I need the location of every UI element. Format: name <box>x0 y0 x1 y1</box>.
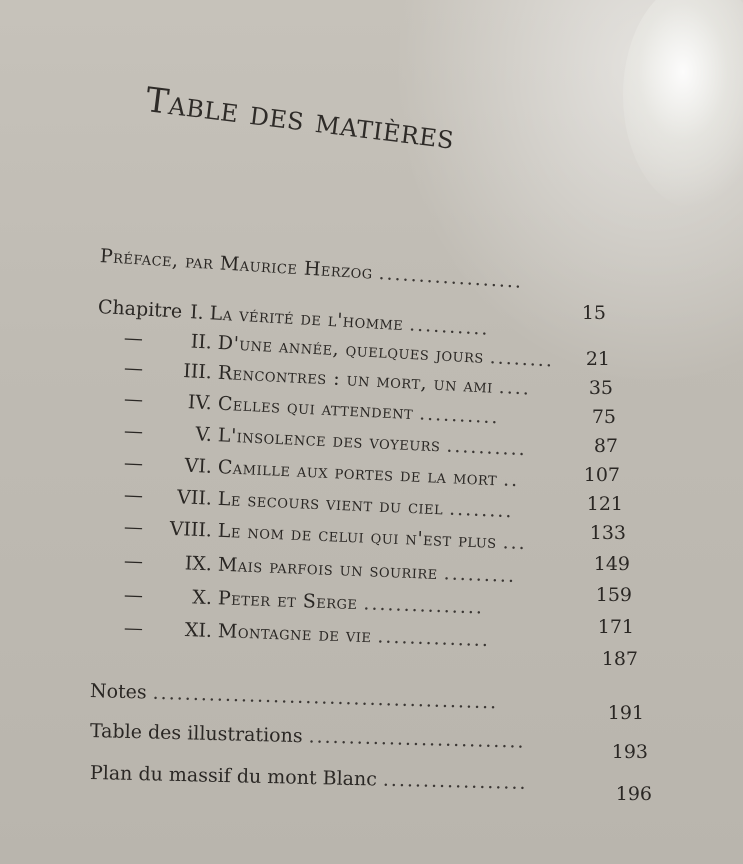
toc-prefix: — <box>123 516 144 539</box>
toc-chapter-number: VII. <box>176 486 213 510</box>
toc-chapter-number: III. <box>182 360 213 384</box>
toc-leader-dots: ... <box>502 531 528 555</box>
toc-page-number: 15 <box>581 302 606 324</box>
toc-page-number: 196 <box>615 783 652 805</box>
toc-leader-dots: ........................................... <box>152 681 499 714</box>
toc-entry-chapter-6 <box>124 452 520 491</box>
toc-label: Table des illustrations <box>89 720 303 748</box>
toc-chapter-number: XI. <box>184 619 213 642</box>
toc-leader-dots: .......... <box>418 402 501 429</box>
toc-page-number: 21 <box>585 348 610 370</box>
toc-entry-preface <box>99 245 524 293</box>
toc-label: Peter et Serge <box>217 587 358 615</box>
toc-entry-chapter-11 <box>124 617 491 651</box>
toc-chapter-number: IV. <box>187 391 213 415</box>
toc-label: Le nom de celui qui n'est plus <box>217 519 498 553</box>
toc-page-number: 75 <box>591 406 616 428</box>
toc-entry-chapter-9 <box>124 550 517 587</box>
toc-label: D'une année, quelques jours <box>217 331 485 368</box>
toc-leader-dots: ........ <box>489 346 555 372</box>
toc-chapter-number: II. <box>190 330 213 354</box>
toc-entry-chapter-7 <box>124 484 514 522</box>
toc-page-number: 159 <box>595 584 632 606</box>
toc-leader-dots: ............... <box>363 592 485 619</box>
toc-leader-dots: .......... <box>408 313 491 340</box>
toc-label: Le secours vient du ciel <box>217 487 444 520</box>
toc-page-number: 171 <box>597 616 634 638</box>
toc-page-number: 107 <box>583 464 620 486</box>
toc-prefix: — <box>123 617 144 640</box>
toc-chapter-number: VIII. <box>169 517 213 542</box>
toc-prefix: — <box>123 484 144 507</box>
toc-page-number: 187 <box>601 648 638 670</box>
toc-page-number: 149 <box>593 553 630 575</box>
toc-entry-plan <box>90 762 528 794</box>
toc-leader-dots: .................. <box>378 262 524 293</box>
toc-label: Montagne de vie <box>217 620 372 648</box>
toc-leader-dots: ........ <box>448 497 515 523</box>
toc-entry-notes <box>90 680 499 713</box>
toc-page-number: 191 <box>607 702 644 724</box>
toc-prefix: — <box>123 388 144 411</box>
toc-prefix: Chapitre <box>97 296 183 323</box>
toc-entry-chapter-8 <box>124 516 528 554</box>
toc-leader-dots: ........................... <box>308 725 526 753</box>
toc-chapter-number: V. <box>194 423 213 446</box>
toc-chapter-number: VI. <box>184 454 213 478</box>
toc-chapter-number: IX. <box>184 552 213 576</box>
toc-label: Préface, par Maurice Herzog <box>99 245 374 284</box>
toc-label: La vérité de l'homme <box>209 302 404 336</box>
toc-page-number: 35 <box>588 377 613 399</box>
toc-page-number: 133 <box>589 522 626 544</box>
toc-page-number: 87 <box>593 435 618 457</box>
toc-label: L'insolence des voyeurs <box>217 424 441 457</box>
toc-prefix: — <box>123 550 144 573</box>
toc-label: Rencontres : un mort, un ami <box>217 361 494 398</box>
toc-prefix: — <box>123 420 144 443</box>
toc-leader-dots: .... <box>498 376 532 400</box>
toc-page-number: 193 <box>611 741 648 763</box>
toc-entry-illustrations <box>90 720 526 753</box>
toc-prefix: — <box>123 357 144 380</box>
toc-prefix: — <box>123 327 144 350</box>
toc-label: Mais parfois un sourire <box>217 553 439 585</box>
toc-label: Notes <box>89 680 147 704</box>
toc-leader-dots: .......... <box>445 434 528 461</box>
toc-chapter-number: X. <box>191 586 213 610</box>
toc-prefix: — <box>123 584 144 607</box>
toc-label: Celles qui attendent <box>217 392 414 425</box>
toc-entry-chapter-10 <box>124 584 485 619</box>
page-title: Table des matières <box>143 80 457 158</box>
toc-label: Plan du massif du mont Blanc <box>89 762 378 791</box>
toc-leader-dots: .. <box>502 468 520 492</box>
toc-leader-dots: ......... <box>443 562 517 588</box>
toc-leader-dots: .............. <box>377 625 491 652</box>
toc-page-number: 121 <box>586 493 623 515</box>
toc-leader-dots: .................. <box>382 768 528 794</box>
toc-prefix: — <box>123 452 144 475</box>
toc-label: Camille aux portes de la mort <box>217 456 498 491</box>
toc-chapter-number: I. <box>189 301 205 324</box>
